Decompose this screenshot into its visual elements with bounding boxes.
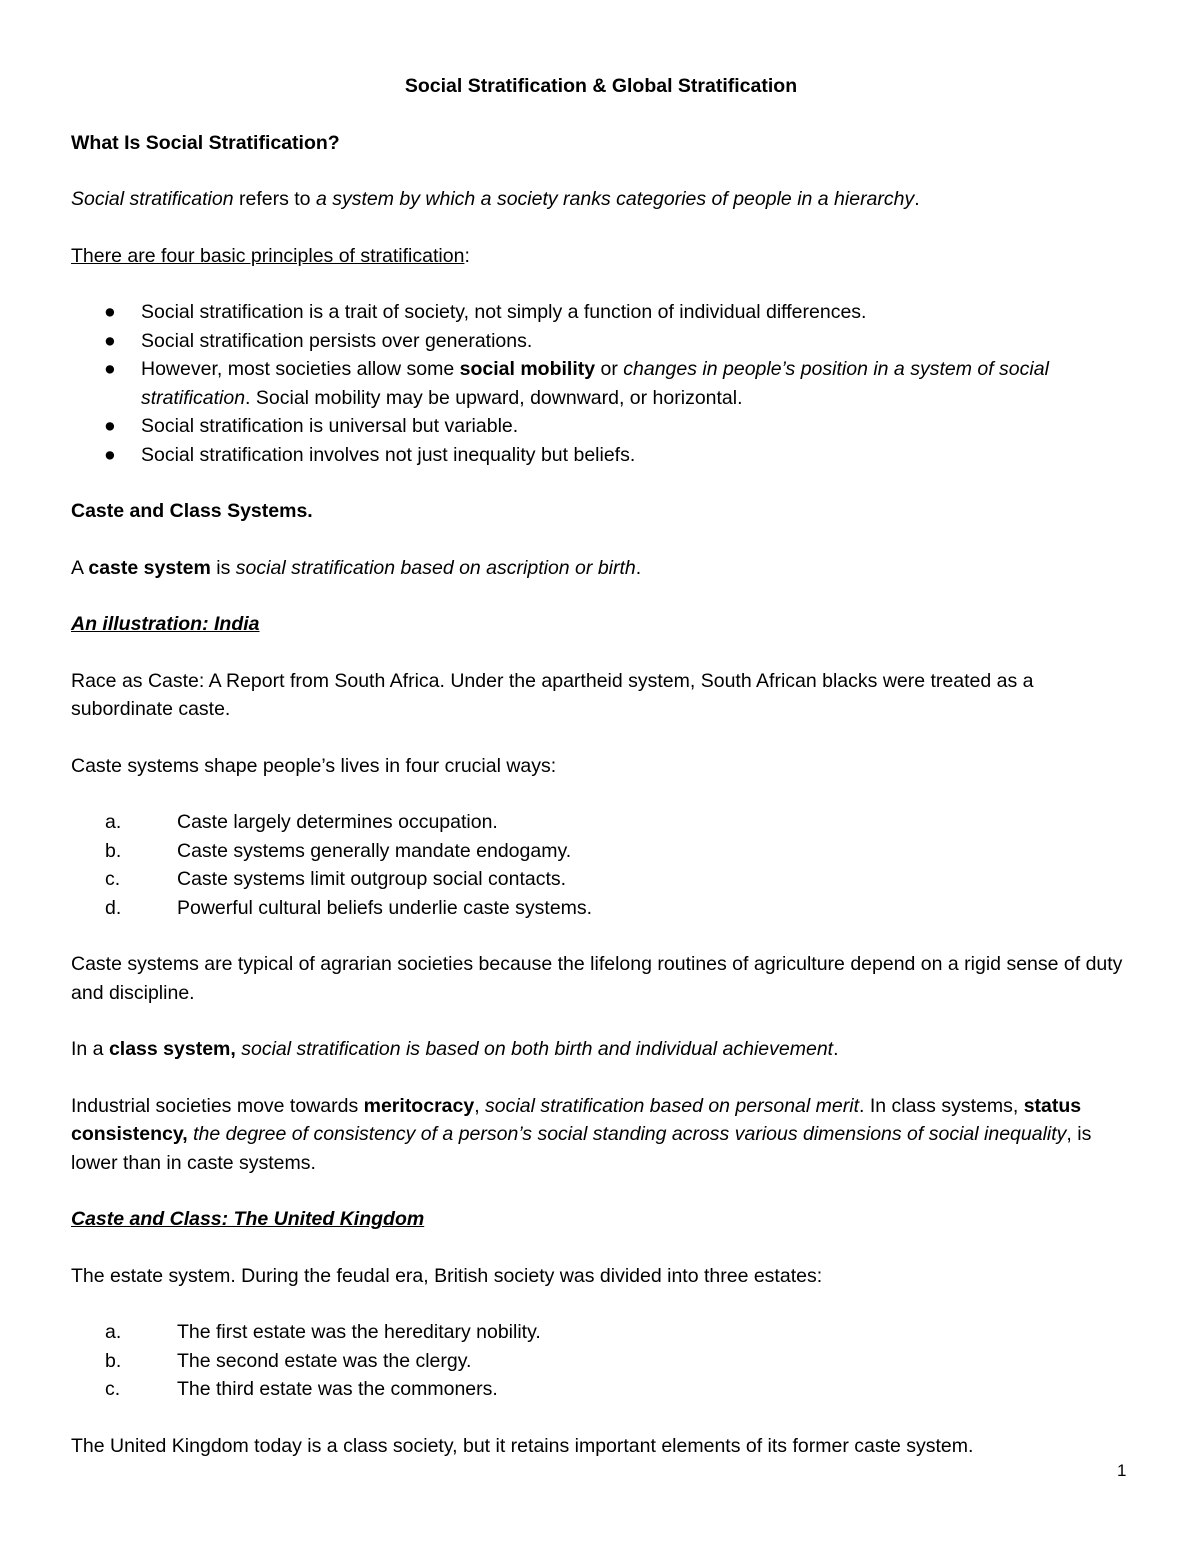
list-item bbox=[71, 837, 1131, 866]
bullet-text: Social stratification involves not just inequality but beliefs. bbox=[141, 443, 636, 466]
uk-today-paragraph: The United Kingdom today is a class society, but it retains important elements of its former caste system. bbox=[71, 1434, 974, 1457]
caste-def-pre: A bbox=[71, 556, 89, 579]
meritocracy-term: meritocracy bbox=[363, 1094, 475, 1117]
social-stratification-definition bbox=[71, 185, 1131, 214]
list-marker: b. bbox=[105, 1349, 122, 1372]
meritocracy-mid: . In class systems, bbox=[858, 1094, 1024, 1117]
list-item-text: Caste systems generally mandate endogamy. bbox=[177, 839, 572, 862]
list-marker: d. bbox=[105, 896, 122, 919]
india-subheading: An illustration: India bbox=[71, 613, 260, 635]
list-item bbox=[71, 894, 1131, 923]
list-item bbox=[71, 808, 1131, 837]
estate-system-intro: The estate system. During the feudal era, British society was divided into three estates: bbox=[71, 1264, 823, 1287]
agrarian-paragraph: Caste systems are typical of agrarian societies because the lifelong routines of agriculture depend on a rigid sense of duty and discipline. bbox=[71, 953, 1123, 1004]
principles-intro bbox=[71, 242, 1131, 271]
meritocracy-paragraph bbox=[71, 1092, 1131, 1178]
list-item bbox=[71, 865, 1131, 894]
bullet-text-mid: or bbox=[595, 358, 624, 380]
bullet-icon: ● bbox=[104, 358, 116, 380]
document-page bbox=[71, 72, 1131, 1488]
list-item bbox=[71, 441, 1131, 470]
caste-def-mid: is bbox=[210, 556, 236, 579]
list-item bbox=[71, 1375, 1131, 1404]
bullet-icon: ● bbox=[104, 443, 116, 466]
social-mobility-meaning: changes in people’s position in a system of social stratification bbox=[141, 358, 1049, 409]
uk-subheading: Caste and Class: The United Kingdom bbox=[71, 1208, 425, 1230]
bullet-icon: ● bbox=[104, 329, 116, 352]
definition-connector: refers to bbox=[233, 188, 316, 210]
meritocracy-sep: , bbox=[474, 1094, 486, 1117]
bullet-icon: ● bbox=[104, 301, 116, 323]
class-def-meaning: social stratification is based on both birth and individual achievement bbox=[241, 1038, 834, 1060]
definition-meaning: a system by which a society ranks categories of people in a hierarchy bbox=[315, 188, 915, 210]
estates-list bbox=[71, 1318, 1131, 1404]
bullet-icon: ● bbox=[104, 415, 116, 437]
list-item-text: Powerful cultural beliefs underlie caste systems. bbox=[177, 896, 593, 919]
list-item bbox=[71, 298, 1131, 327]
meritocracy-pre: Industrial societies move towards bbox=[71, 1094, 364, 1117]
list-marker: c. bbox=[105, 868, 121, 890]
caste-ways-list bbox=[71, 808, 1131, 922]
list-item-text: The first estate was the hereditary nobility. bbox=[177, 1321, 541, 1343]
list-item-text: The second estate was the clergy. bbox=[177, 1349, 472, 1372]
list-item-text: Caste systems limit outgroup social contacts. bbox=[177, 868, 567, 890]
list-marker: b. bbox=[105, 839, 122, 862]
definition-term: Social stratification bbox=[71, 188, 234, 210]
list-item bbox=[71, 1318, 1131, 1347]
meritocracy-meaning: social stratification based on personal merit bbox=[485, 1094, 859, 1117]
document-title: Social Stratification & Global Stratification bbox=[404, 75, 798, 97]
page-number: 1 bbox=[1117, 1461, 1127, 1480]
bullet-text-post: . Social mobility may be upward, downward, or horizontal. bbox=[245, 386, 743, 409]
list-item bbox=[71, 327, 1131, 356]
south-africa-paragraph: Race as Caste: A Report from South Africa. Under the apartheid system, South African blacks were treated as a subordinate caste. bbox=[71, 669, 1034, 720]
principles-colon: : bbox=[464, 244, 470, 267]
list-item-text: Caste largely determines occupation. bbox=[177, 811, 498, 833]
social-mobility-term: social mobility bbox=[459, 358, 596, 380]
bullet-text: Social stratification persists over generations. bbox=[141, 329, 533, 352]
definition-end: . bbox=[914, 188, 920, 210]
caste-def-end: . bbox=[635, 556, 642, 579]
caste-system-definition bbox=[71, 554, 1131, 583]
list-item bbox=[71, 355, 1131, 412]
caste-system-term: caste system bbox=[88, 556, 211, 579]
status-consistency-meaning: the degree of consistency of a person’s social standing across various dimensions of social inequality bbox=[193, 1123, 1067, 1145]
class-def-pre: In a bbox=[71, 1038, 109, 1060]
status-consistency-term: status consistency, bbox=[71, 1094, 1082, 1145]
list-item bbox=[71, 1347, 1131, 1376]
section-heading-what-is: What Is Social Stratification? bbox=[71, 131, 340, 154]
class-def-end: . bbox=[833, 1038, 839, 1060]
bullet-text: Social stratification is universal but variable. bbox=[141, 415, 519, 437]
class-system-definition bbox=[71, 1035, 1131, 1064]
list-marker: c. bbox=[105, 1378, 121, 1400]
caste-def-meaning: social stratification based on ascription or birth bbox=[235, 556, 636, 579]
principles-intro-text: There are four basic principles of stratification bbox=[71, 244, 465, 267]
list-marker: a. bbox=[105, 1321, 122, 1343]
meritocracy-end: , is lower than in caste systems. bbox=[71, 1123, 1092, 1174]
class-system-term: class system, bbox=[108, 1038, 236, 1060]
list-marker: a. bbox=[105, 811, 122, 833]
principles-list bbox=[71, 298, 1131, 469]
bullet-text-pre: However, most societies allow some bbox=[141, 358, 460, 380]
bullet-text: Social stratification is a trait of society, not simply a function of individual differences. bbox=[141, 301, 867, 323]
list-item-text: The third estate was the commoners. bbox=[177, 1378, 498, 1400]
section-heading-caste-class: Caste and Class Systems. bbox=[71, 500, 313, 522]
caste-ways-intro: Caste systems shape people’s lives in four crucial ways: bbox=[71, 754, 557, 777]
list-item bbox=[71, 412, 1131, 441]
